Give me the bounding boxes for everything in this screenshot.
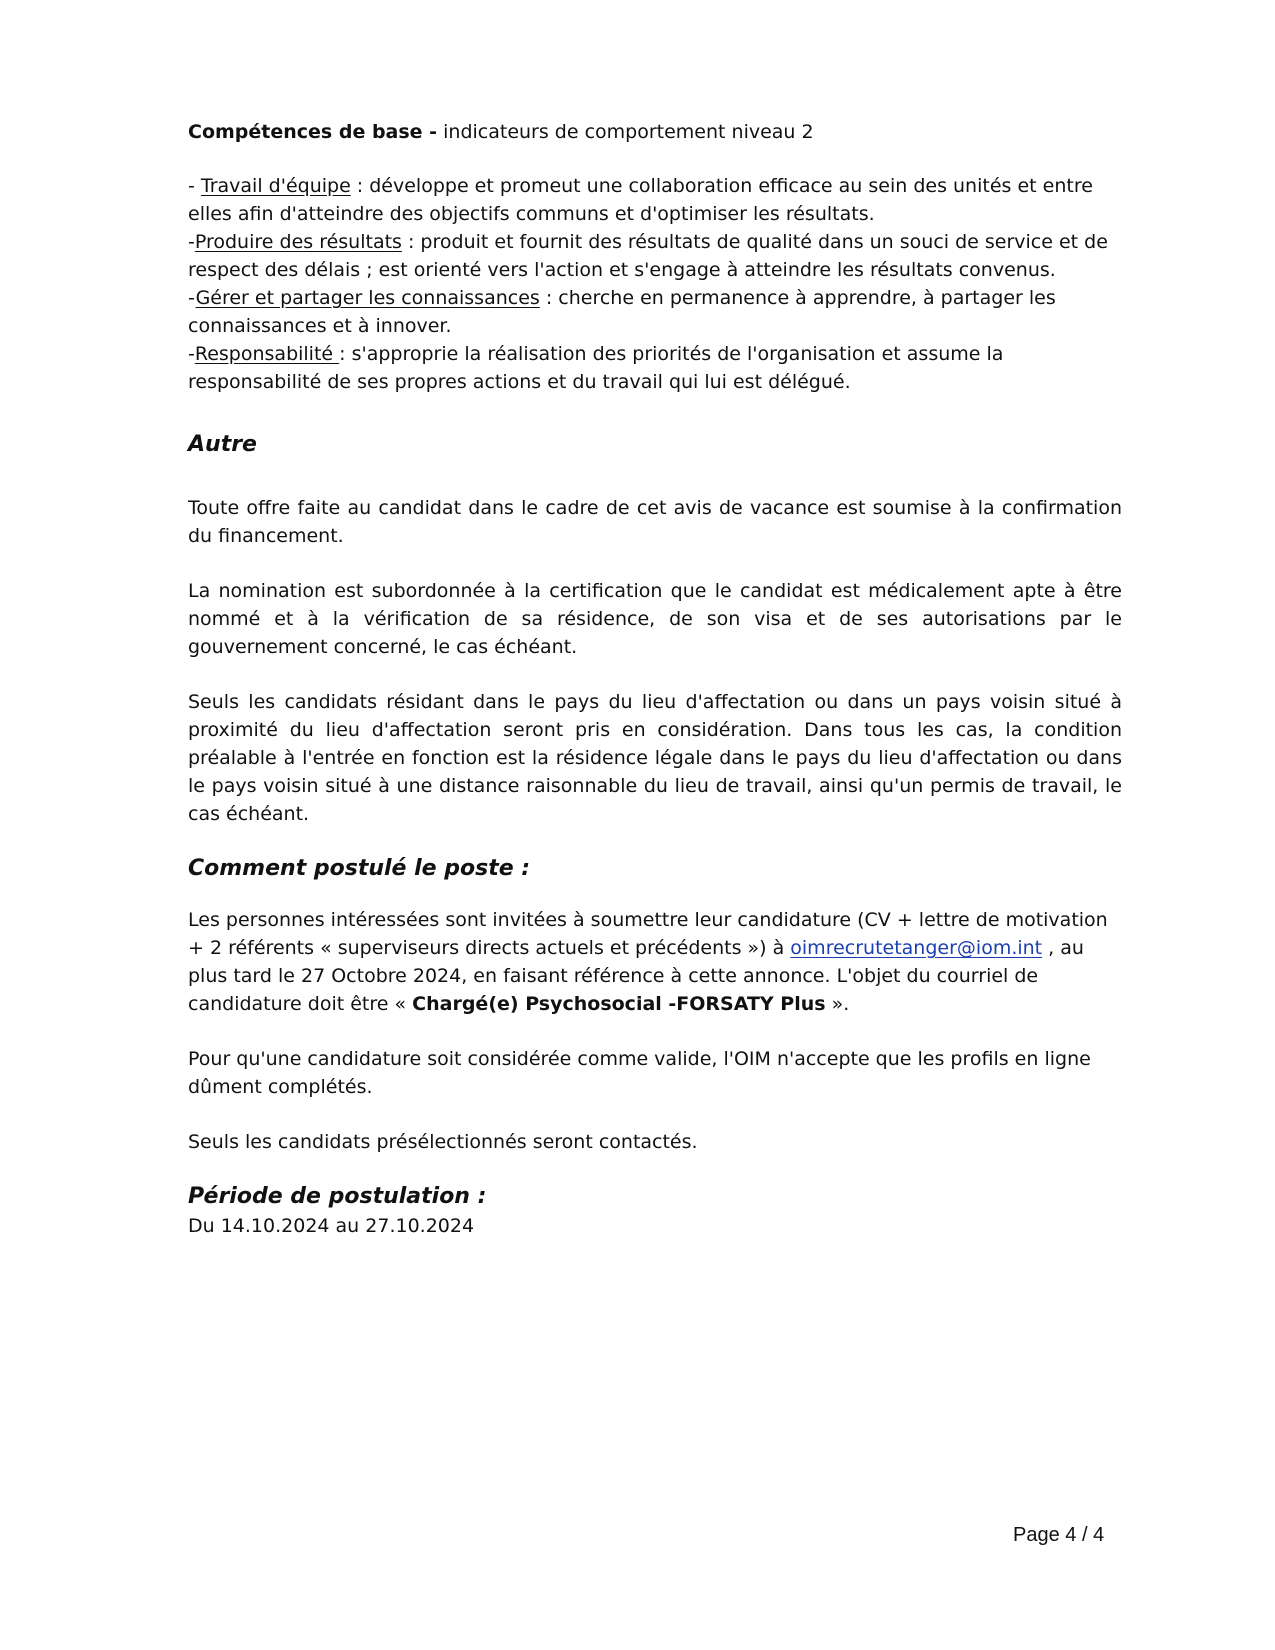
competences-title-rest: indicateurs de comportement niveau 2	[437, 121, 814, 143]
competences-title	[188, 118, 1122, 146]
postuler-text-after-email: , au plus tard le 27 Octobre 2024, en faisant référence à cette annonce. L'objet du courriel de candidature doit être «	[188, 937, 1084, 1015]
postuler-heading: Comment postulé le poste :	[188, 856, 531, 881]
periode-heading: Période de postulation :	[188, 1184, 487, 1209]
postuler-text-end: ».	[825, 993, 850, 1015]
competence-item	[188, 172, 1122, 228]
email-subject: Chargé(e) Psychosocial -FORSATY Plus	[412, 993, 826, 1015]
page-number: Page 4 / 4	[1013, 1524, 1105, 1546]
item-prefix: -	[188, 175, 201, 197]
autre-paragraph-3: Seuls les candidats résidant dans le pays du lieu d'affectation ou dans un pays voisin situé à proximité du lieu d'affectation seront pris en considération. Dans tous les cas, la condition préalable à l'entrée en fonction est la résidence légale dans le pays du lieu d'affectation ou dans le pays voisin situé à une distance raisonnable du lieu de travail, ainsi qu'un permis de travail, le cas échéant.	[188, 691, 1122, 825]
item-prefix: -	[188, 287, 196, 309]
competence-term: Gérer et partager les connaissances	[195, 287, 540, 309]
competences-list	[188, 172, 1122, 396]
email-link[interactable]: oimrecrutetanger@iom.int	[790, 937, 1043, 959]
page-content	[188, 118, 1122, 1240]
competences-title-bold: Compétences de base -	[188, 121, 438, 143]
competence-item	[188, 340, 1122, 396]
competence-term: Responsabilité	[194, 343, 340, 365]
competence-text: : cherche en permanence à apprendre, à partager les connaissances et à innover.	[188, 287, 1056, 337]
item-prefix: -	[188, 231, 195, 253]
competence-text: : s'approprie la réalisation des priorités de l'organisation et assume la responsabilité de ses propres actions et du travail qui lui est délégué.	[188, 343, 1004, 393]
competence-term: Travail d'équipe	[200, 175, 351, 197]
competence-item	[188, 284, 1122, 340]
postuler-paragraph-1	[188, 906, 1122, 1018]
competence-item	[188, 228, 1122, 284]
postuler-paragraph-2: Pour qu'une candidature soit considérée comme valide, l'OIM n'accepte que les profils en ligne dûment complétés.	[188, 1048, 1091, 1098]
periode-dates: Du 14.10.2024 au 27.10.2024	[188, 1215, 475, 1237]
autre-paragraph-2: La nomination est subordonnée à la certification que le candidat est médicalement apte à être nommé et à la vérification de sa résidence, de son visa et de ses autorisations par le gouvernement concerné, le cas échéant.	[188, 580, 1122, 658]
item-prefix: -	[188, 343, 195, 365]
postuler-text-before-email: Les personnes intéressées sont invitées à soumettre leur candidature (CV + lettre de motivation + 2 référents « superviseurs directs actuels et précédents ») à	[188, 909, 1108, 959]
autre-heading: Autre	[188, 432, 257, 457]
autre-paragraph-1: Toute offre faite au candidat dans le cadre de cet avis de vacance est soumise à la confirmation du financement.	[188, 497, 1122, 547]
competence-text: : produit et fournit des résultats de qualité dans un souci de service et de respect des délais ; est orienté vers l'action et s'engage à atteindre les résultats convenus.	[188, 231, 1108, 281]
competence-term: Produire des résultats	[194, 231, 402, 253]
postuler-paragraph-3: Seuls les candidats présélectionnés seront contactés.	[188, 1131, 698, 1153]
competence-text: : développe et promeut une collaboration efficace au sein des unités et entre elles afin d'atteindre des objectifs communs et d'optimiser les résultats.	[188, 175, 1093, 225]
